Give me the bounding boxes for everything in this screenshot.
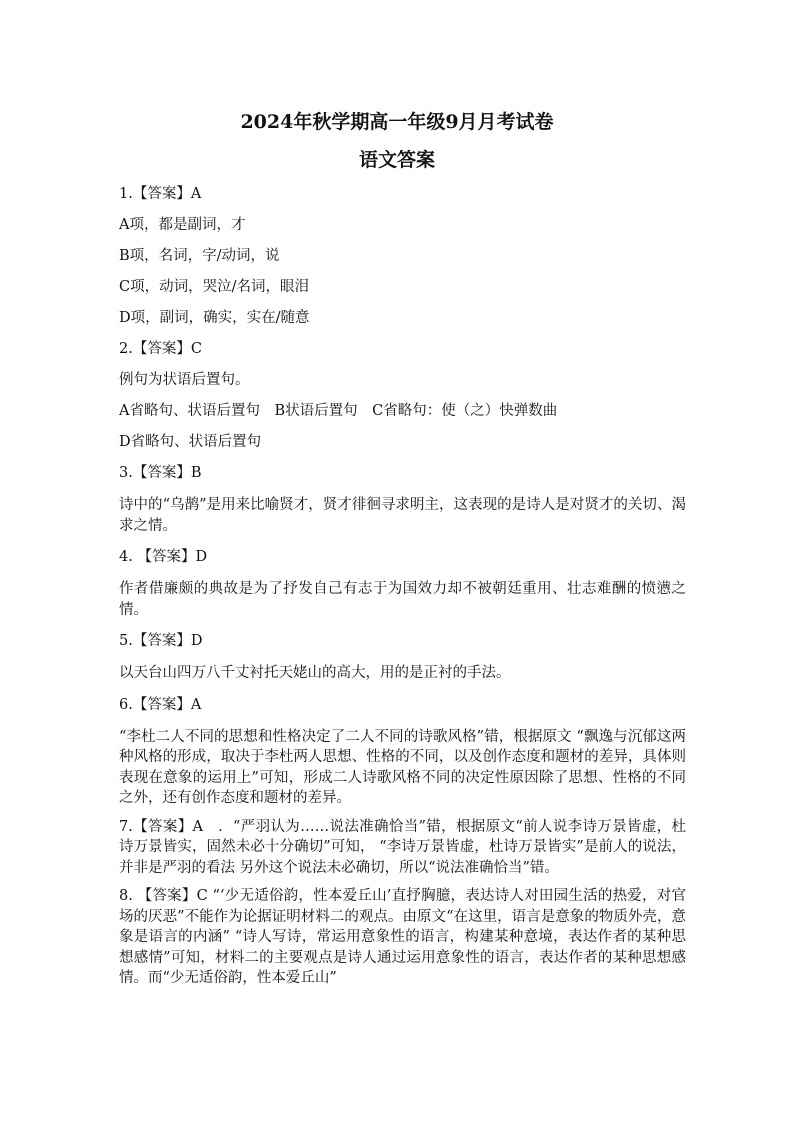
option-line: C项，动词，哭泣/名词，眼泪 xyxy=(119,279,309,295)
option-line: B项，名词，字/动词，说 xyxy=(119,248,280,264)
answer-explanation: 以天台山四万八千丈衬托天姥山的高大，用的是正衬的手法。 xyxy=(119,665,511,681)
option-line: A项，都是副词，才 xyxy=(119,217,246,233)
answer-explanation: 诗中的“乌鹊”是用来比喻贤才，贤才徘徊寻求明主，这表现的是诗人是对贤才的关切、渴求之情。 xyxy=(119,497,686,534)
answer-explanation: “李杜二人不同的思想和性格决定了二人不同的诗歌风格”错，根据原文 “飘逸与沉郁这两种风格的形成，取决于李杜两人思想、性格的不同，以及创作态度和题材的差异，具体则表现在意象的运用上”可知，形成二人诗歌风格不同的决定性原因除了思想、性格的不同之外，还有创作态度和题材的差异。 xyxy=(119,728,686,806)
answer-label: 5.【答案】D xyxy=(119,633,203,649)
answer-explanation: 作者借廉颇的典故是为了抒发自己有志于为国效力却不被朝廷重用、壮志难酬的愤懑之情。 xyxy=(119,581,686,618)
answer-paragraph: 8. 【答案】C “‘少无适俗韵，性本爱丘山’直抒胸臆，表达诗人对田园生活的热爱，对官场的厌恶”不能作为论据证明材料二的观点。由原文“在这里，语言是意象的物质外壳，意象是语言的内涵” “诗人写诗，常运用意象性的语言，构建某种意境，表达作者的某种思想感情”可知，材料二的主要观点是诗人通过运用意象性的语言，表达作者的某种思想感情。而“少无适俗韵，性本爱丘山” xyxy=(119,888,686,986)
option-line: D省略句、状语后置句 xyxy=(119,434,262,450)
answer-label: 6.【答案】A xyxy=(119,696,202,713)
page-subtitle: 语文答案 xyxy=(358,149,435,171)
option-line: 例句为状语后置句。 xyxy=(119,372,250,388)
page-title: 2024年秋学期高一年级9月月考试卷 xyxy=(240,111,554,133)
answer-list xyxy=(119,181,686,997)
answer-label: 1.【答案】A xyxy=(119,186,202,202)
answer-label: 4. 【答案】D xyxy=(119,549,208,565)
answer-label: 2.【答案】C xyxy=(119,341,202,357)
option-line: D项，副词，确实，实在/随意 xyxy=(119,310,310,326)
answer-paragraph: 7.【答案】A ．“严羽认为……说法准确恰当”错，根据原文“前人说李诗万景皆虚，杜诗万景皆实，固然未必十分确切”可知， “李诗万景皆虚，杜诗万景皆实”是前人的说法，并非是严羽的看法 另外这个说法未必确切，所以“说法准确恰当”错。 xyxy=(119,818,686,876)
answer-label: 3.【答案】B xyxy=(119,465,202,481)
option-line: A省略句、状语后置句 B状语后置句 C省略句：使（之）快弹数曲 xyxy=(119,403,558,419)
